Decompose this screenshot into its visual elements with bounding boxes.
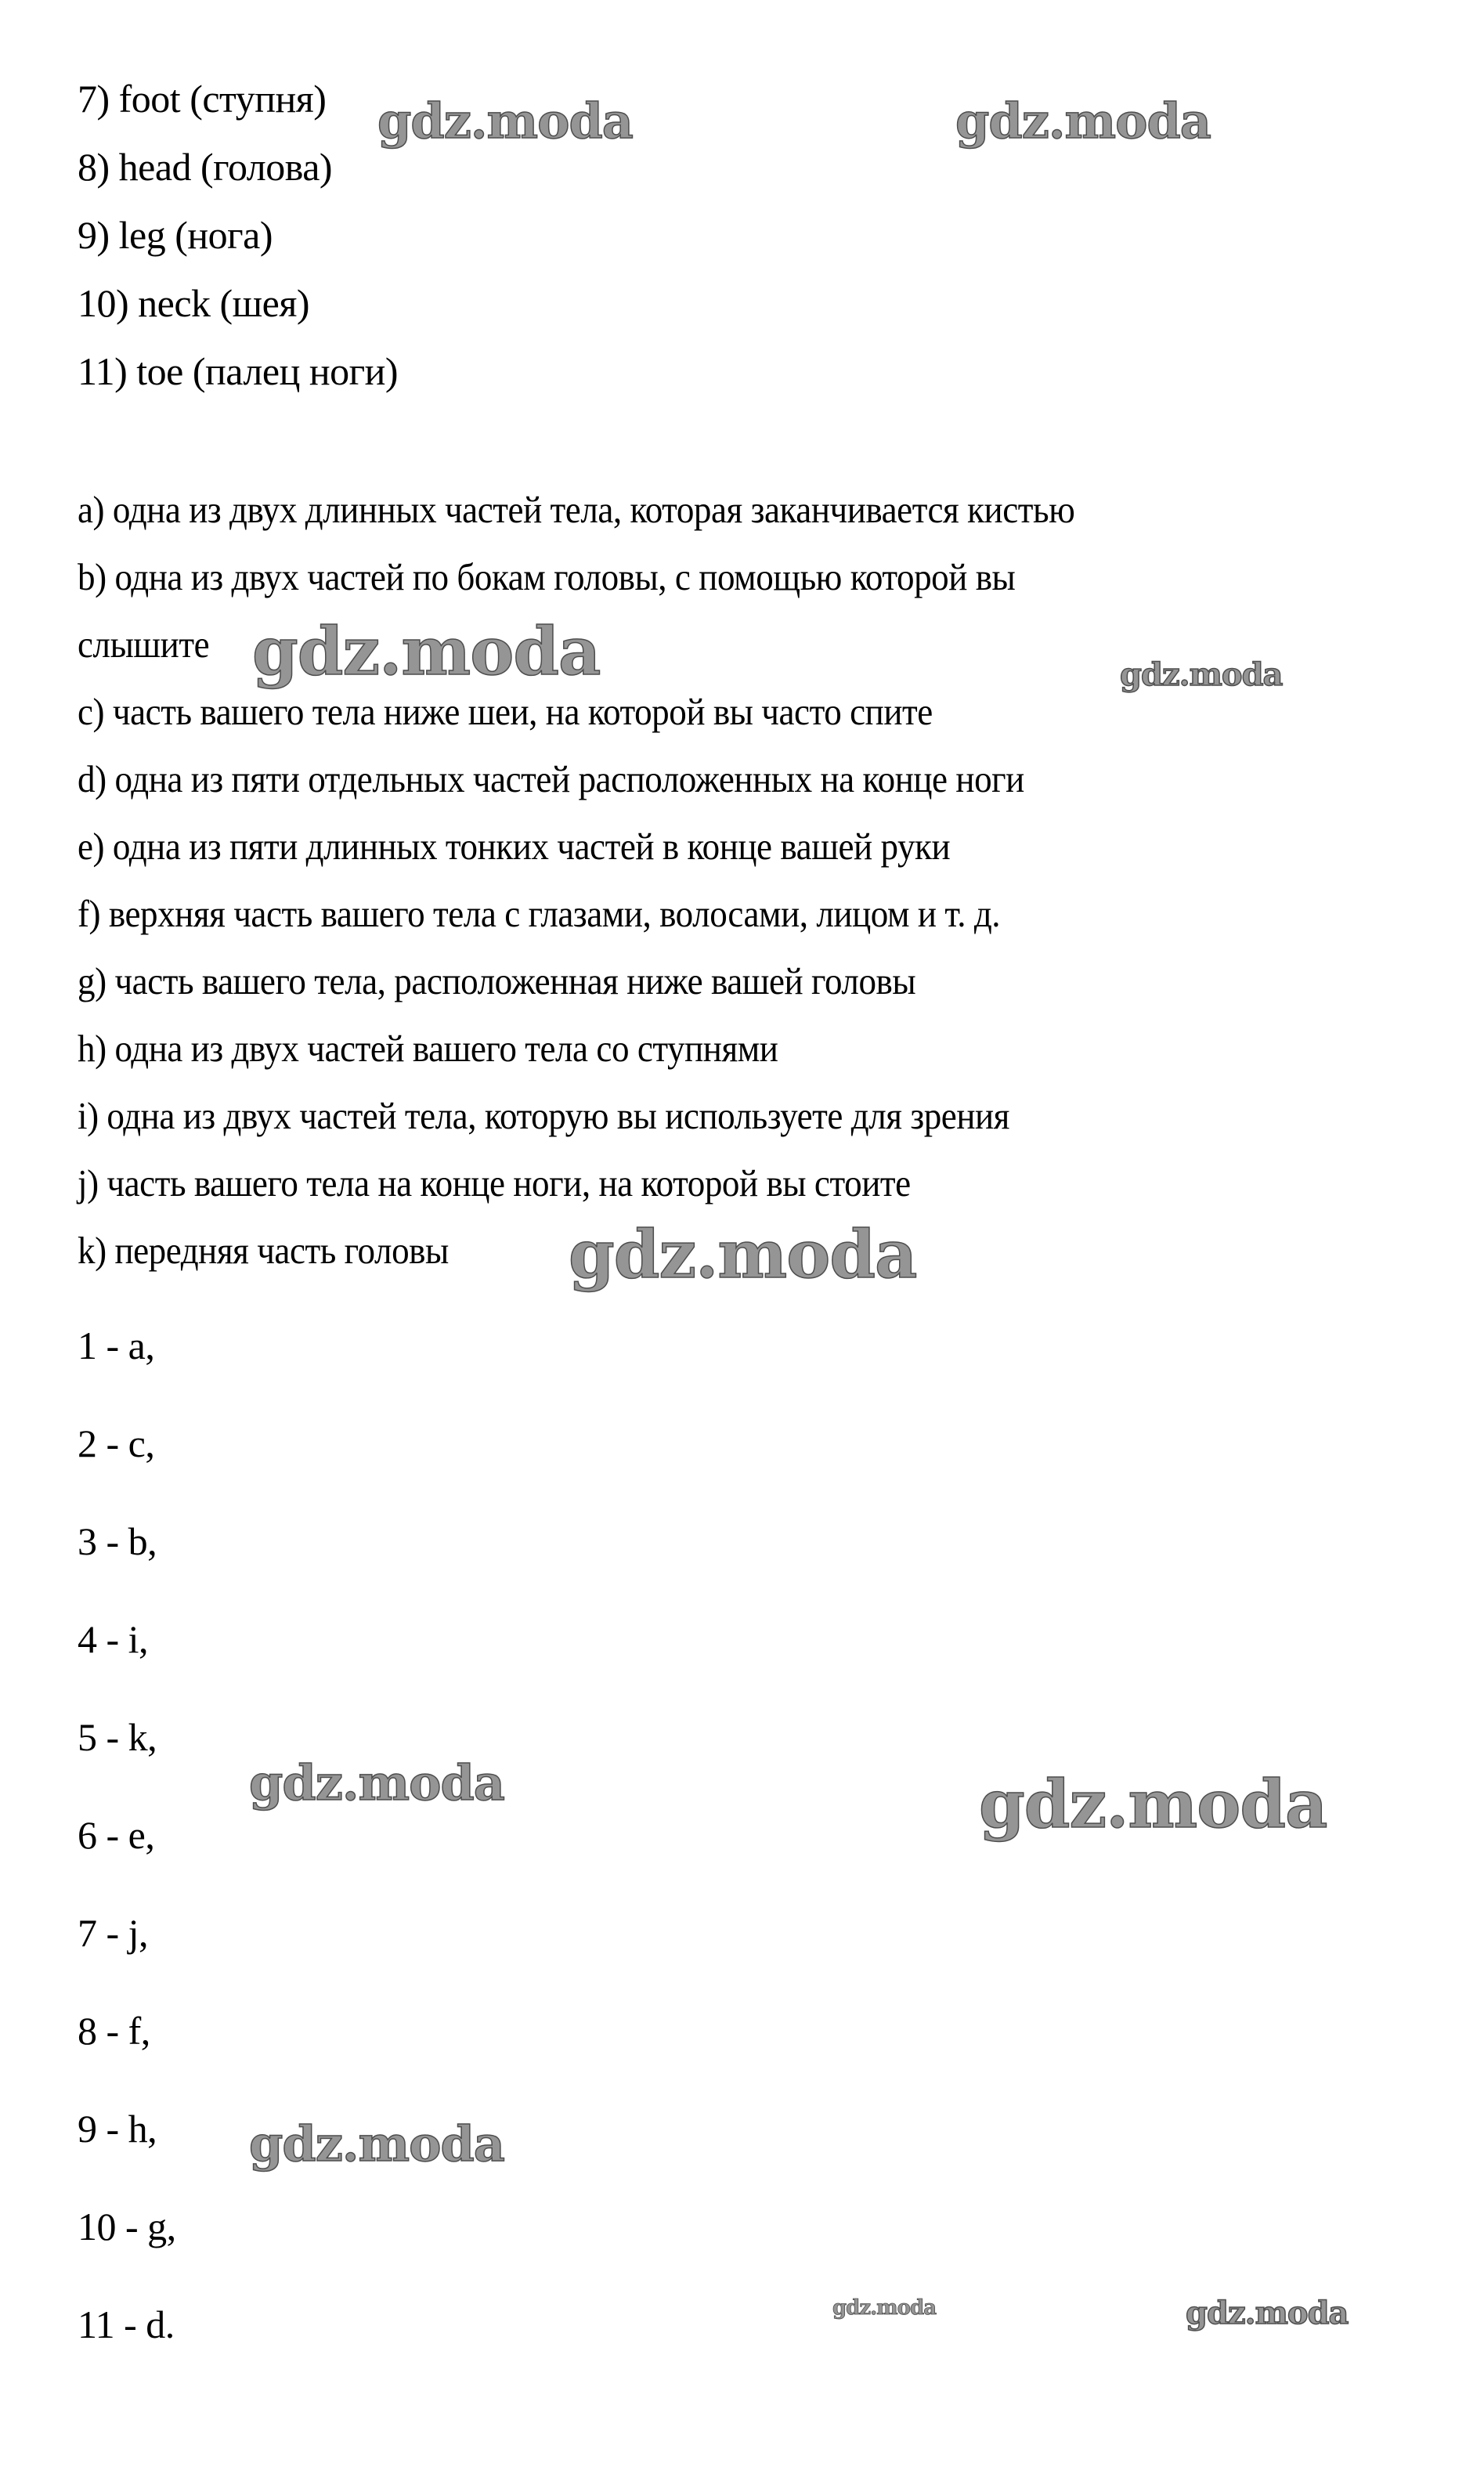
watermark: gdz.moda <box>569 1215 917 1293</box>
watermark: gdz.moda <box>249 1754 504 1811</box>
watermark: gdz.moda <box>252 612 601 690</box>
definition-f: f) верхняя часть вашего тела с глазами, волосами, лицом и т. д. <box>78 892 1001 935</box>
answer-6: 6 - e, <box>78 1813 155 1857</box>
vocab-item-toe: 11) toe (палец ноги) <box>78 349 398 393</box>
watermark: gdz.moda <box>979 1765 1327 1843</box>
answer-4: 4 - i, <box>78 1617 149 1661</box>
definition-g: g) часть вашего тела, расположенная ниже вашей головы <box>78 959 916 1002</box>
answer-1: 1 - a, <box>78 1324 155 1367</box>
vocab-item-leg: 9) leg (нога) <box>78 213 273 257</box>
answer-10: 10 - g, <box>78 2205 176 2248</box>
watermark: gdz.moda <box>1186 2295 1349 2331</box>
answer-9: 9 - h, <box>78 2107 157 2151</box>
definition-d: d) одна из пяти отдельных частей расположенных на конце ноги <box>78 757 1024 800</box>
answer-2: 2 - c, <box>78 1421 155 1465</box>
definition-h: h) одна из двух частей вашего тела со ступнями <box>78 1027 778 1070</box>
answer-11: 11 - d. <box>78 2302 175 2346</box>
answer-7: 7 - j, <box>78 1911 149 1955</box>
definition-i: i) одна из двух частей тела, которую вы используете для зрения <box>78 1094 1009 1137</box>
watermark: gdz.moda <box>377 92 633 150</box>
definition-c: c) часть вашего тела ниже шеи, на которой вы часто спите <box>78 690 933 733</box>
definition-b: b) одна из двух частей по бокам головы, с помощью которой вы <box>78 555 1016 598</box>
watermark: gdz.moda <box>1120 656 1283 693</box>
definition-k: k) передняя часть головы <box>78 1229 449 1272</box>
definition-e: e) одна из пяти длинных тонких частей в конце вашей руки <box>78 825 951 868</box>
vocab-item-foot: 7) foot (ступня) <box>78 77 327 121</box>
answer-3: 3 - b, <box>78 1519 157 1563</box>
definition-j: j) часть вашего тела на конце ноги, на которой вы стоите <box>78 1161 911 1204</box>
definition-a: a) одна из двух длинных частей тела, которая заканчивается кистью <box>78 488 1075 531</box>
vocab-item-head: 8) head (голова) <box>78 145 333 189</box>
watermark: gdz.moda <box>832 2296 937 2320</box>
watermark: gdz.moda <box>955 92 1211 150</box>
watermark: gdz.moda <box>249 2115 504 2172</box>
answer-8: 8 - f, <box>78 2009 150 2053</box>
answer-5: 5 - k, <box>78 1715 157 1759</box>
vocab-item-neck: 10) neck (шея) <box>78 281 310 325</box>
definition-b-continued: слышите <box>78 623 210 666</box>
